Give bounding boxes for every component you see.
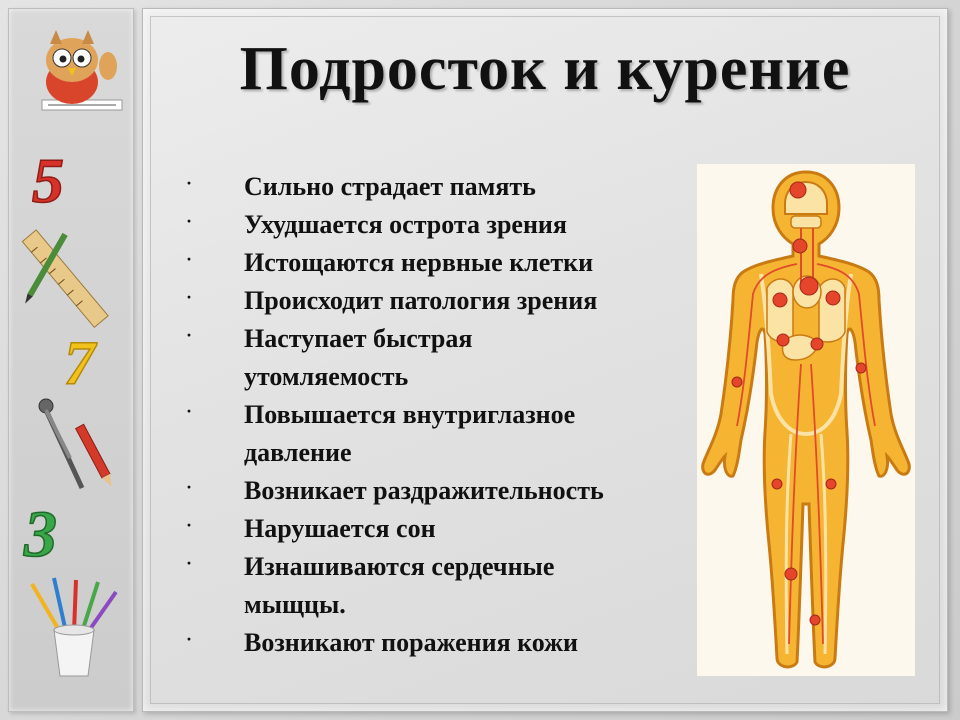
list-item-text: Сильно страдает память [244,172,536,201]
owl-teacher-icon [20,22,130,117]
digit-five: 5 [32,146,64,210]
list-item-text: Возникают поражения кожи [244,628,578,657]
human-body-illustration [697,164,915,676]
effects-list [180,168,700,662]
list-item [180,282,700,320]
bullet-dot: · [186,325,193,345]
number-three-icon [22,498,80,567]
list-item [180,548,700,624]
number-five-icon [28,146,88,215]
digit-three: 3 [24,498,57,562]
ruler-pencil-icon [18,226,114,335]
list-item-text-continued: мыщцы. [244,590,346,619]
digit-seven: 7 [64,330,95,390]
number-seven-icon [62,330,112,395]
list-item-text-continued: утомляемость [244,362,409,391]
pencil-cup-icon [24,576,124,685]
list-item [180,396,700,472]
list-item [180,510,700,548]
bullet-dot: · [186,211,193,231]
list-item [180,624,700,662]
list-item-text: Повышается внутриглазное [244,400,576,429]
list-item-text: Истощаются нервные клетки [244,248,594,277]
list-item [180,206,700,244]
list-item [180,168,700,206]
bullet-dot: · [186,173,193,193]
bullet-dot: · [186,401,193,421]
list-item-text-continued: давление [244,438,352,467]
slide-title: Подросток и курение [239,35,851,103]
bullet-dot: · [186,287,193,307]
list-item-text: Происходит патология зрения [244,286,598,315]
bullet-dot: · [186,553,193,573]
bullet-dot: · [186,477,193,497]
list-item-text: Возникает раздражительность [244,476,604,505]
list-item-text: Нарушается сон [244,514,436,543]
list-item [180,472,700,510]
list-item-text: Ухудшается острота зрения [244,210,567,239]
list-item-text: Наступает быстрая [244,324,473,353]
bullet-dot: · [186,629,193,649]
list-item-text: Изнашиваются сердечные [244,552,555,581]
bullet-dot: · [186,515,193,535]
list-item [180,244,700,282]
compass-icon [24,392,120,501]
list-item [180,320,700,396]
bullet-dot: · [186,249,193,269]
